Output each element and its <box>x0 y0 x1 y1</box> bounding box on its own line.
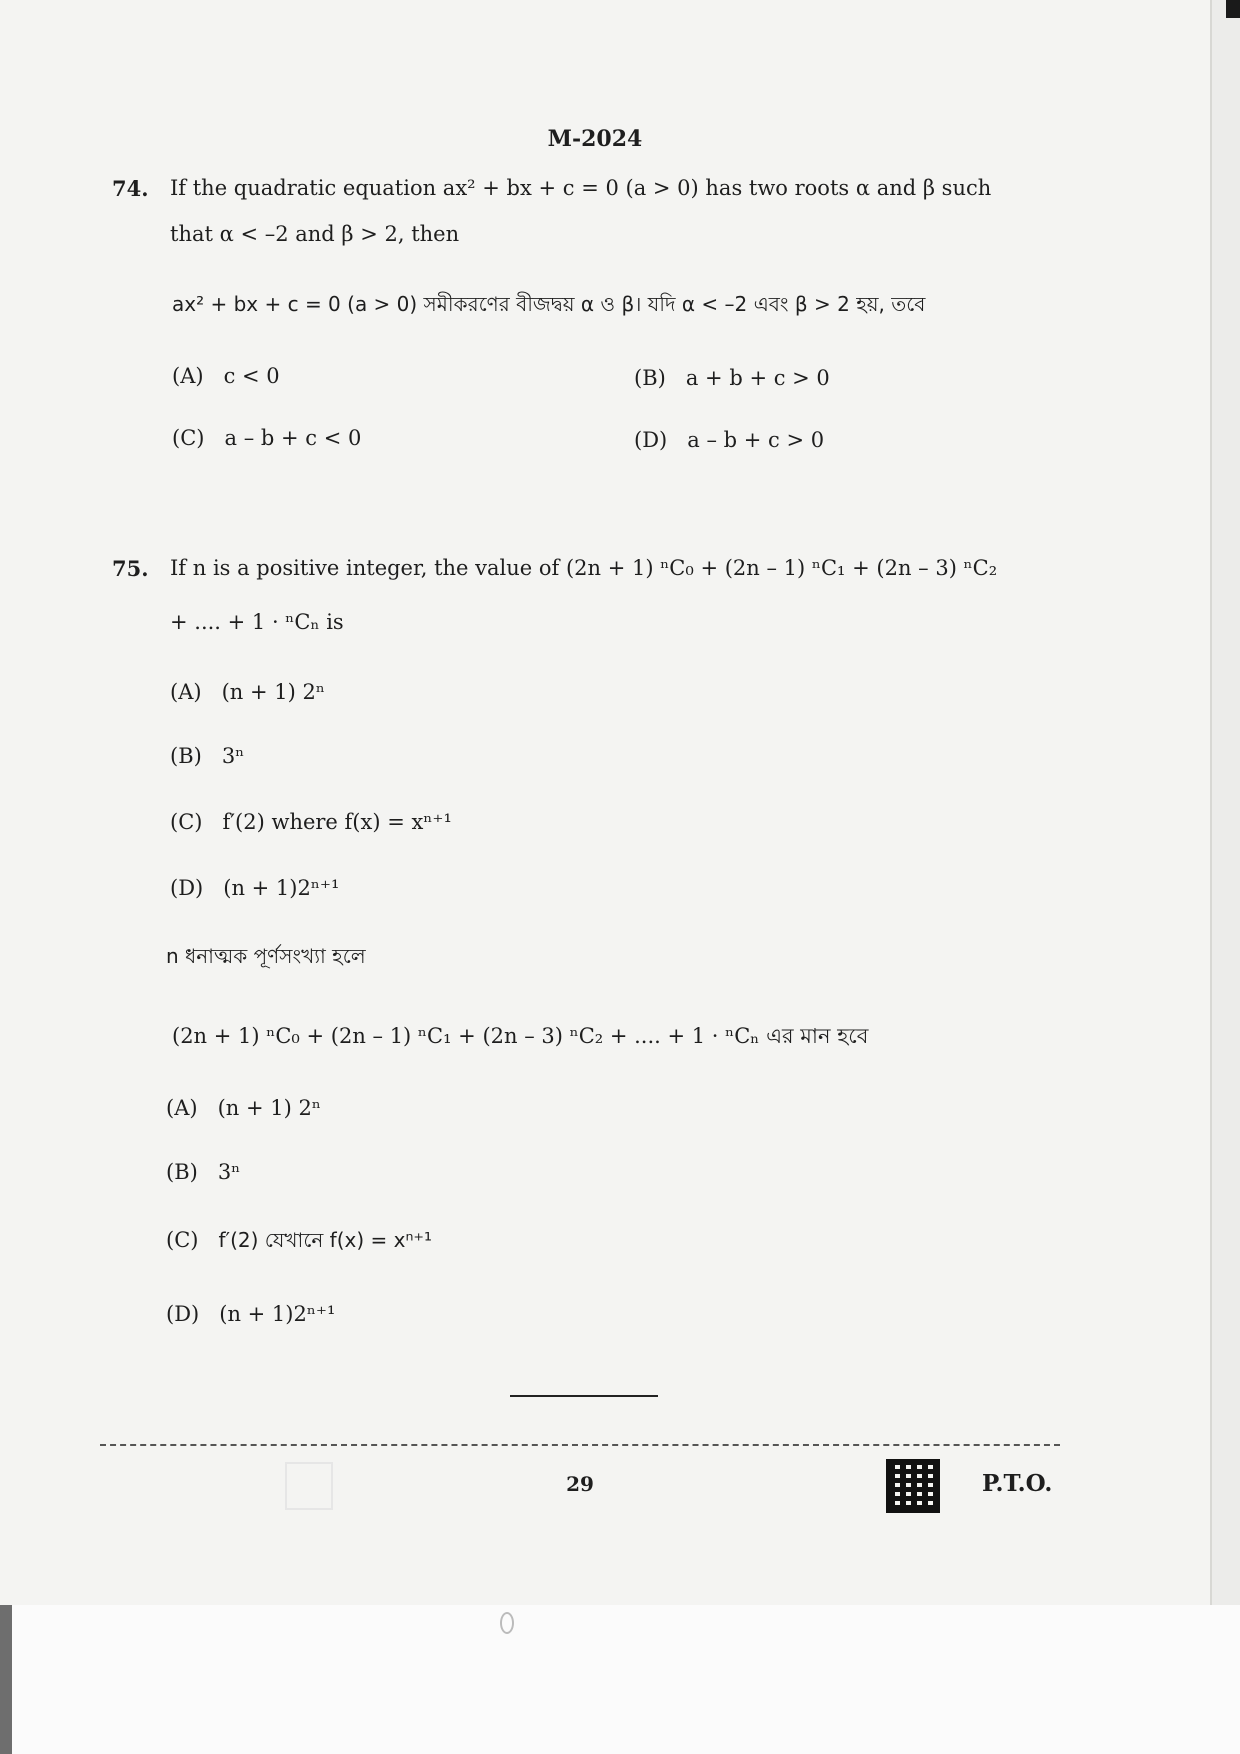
q75-option-d-en[interactable] <box>170 876 339 900</box>
q74-text-en-2: that α < –2 and β > 2, then <box>170 222 460 246</box>
question-number-75: 75. <box>112 556 149 581</box>
question-number-74: 74. <box>112 176 149 201</box>
option-text: 3ⁿ <box>217 1160 241 1184</box>
paper-code: M-2024 <box>547 126 643 152</box>
option-text: (n + 1)2ⁿ⁺¹ <box>219 1302 336 1326</box>
pto-label: P.T.O. <box>982 1470 1053 1497</box>
option-text: c < 0 <box>223 364 280 388</box>
q74-option-d[interactable] <box>634 428 824 452</box>
option-text: (n + 1)2ⁿ⁺¹ <box>223 876 340 900</box>
q75-option-b-en[interactable] <box>170 744 244 768</box>
page-edge <box>1212 0 1240 1605</box>
option-label: (B) <box>166 1160 198 1184</box>
q75-option-b-bn[interactable] <box>166 1160 240 1184</box>
option-label: (C) <box>172 426 205 450</box>
q74-option-a[interactable] <box>172 364 280 388</box>
option-label: (A) <box>166 1096 198 1120</box>
q75-option-d-bn[interactable] <box>166 1302 335 1326</box>
option-label: (B) <box>634 366 666 390</box>
q74-option-b[interactable] <box>634 366 830 390</box>
q75-option-c-en[interactable] <box>170 810 452 834</box>
option-label: (A) <box>170 680 202 704</box>
option-text: 3ⁿ <box>221 744 245 768</box>
scan-corner <box>1226 0 1240 18</box>
option-text: a + b + c > 0 <box>685 366 830 390</box>
q75-text-en-2: + .... + 1 · ⁿCₙ is <box>170 610 344 634</box>
q74-text-en-1: If the quadratic equation ax² + bx + c = 0 (a > 0) has two roots α and β such <box>170 176 992 200</box>
option-text: (n + 1) 2ⁿ <box>217 1096 321 1120</box>
option-label: (D) <box>166 1302 200 1326</box>
q75-text-bn-1: n ধনাত্মক পূর্ণসংখ্যা হলে <box>166 944 366 968</box>
q75-text-en-1: If n is a positive integer, the value of (2n + 1) ⁿC₀ + (2n – 1) ⁿC₁ + (2n – 3) ⁿC₂ <box>170 556 998 580</box>
option-label: (D) <box>170 876 204 900</box>
q74-text-bn: ax² + bx + c = 0 (a > 0) সমীকরণের বীজদ্বয় α ও β। যদি α < –2 এবং β > 2 হয়, তবে <box>172 292 926 316</box>
q75-text-bn-2 <box>172 1020 868 1055</box>
option-label: (C) <box>166 1228 199 1252</box>
q74-option-c[interactable] <box>172 426 361 450</box>
q75-option-c-bn[interactable] <box>166 1226 432 1259</box>
option-text: f′(2) where f(x) = xⁿ⁺¹ <box>222 810 452 834</box>
option-text: a – b + c > 0 <box>687 428 825 452</box>
scan-background <box>0 1605 1240 1754</box>
option-label: (C) <box>170 810 203 834</box>
option-label: (A) <box>172 364 204 388</box>
punch-mark <box>500 1612 514 1634</box>
qr-code <box>886 1459 940 1513</box>
q75-option-a-bn[interactable] <box>166 1096 321 1120</box>
page-number: 29 <box>566 1472 594 1496</box>
scan-edge-bar <box>0 1605 12 1754</box>
option-text: a – b + c < 0 <box>224 426 362 450</box>
q75-option-a-en[interactable] <box>170 680 325 704</box>
footer-divider <box>100 1444 1060 1446</box>
option-text: f′(2) যেখানে f(x) = xⁿ⁺¹ <box>218 1228 433 1252</box>
option-text: (n + 1) 2ⁿ <box>221 680 325 704</box>
option-label: (D) <box>634 428 668 452</box>
option-label: (B) <box>170 744 202 768</box>
end-rule <box>510 1395 658 1397</box>
q75-text-bn-2-content: (2n + 1) ⁿC₀ + (2n – 1) ⁿC₁ + (2n – 3) ⁿC₂ + .... + 1 · ⁿCₙ এর মান হবে <box>172 1024 869 1048</box>
